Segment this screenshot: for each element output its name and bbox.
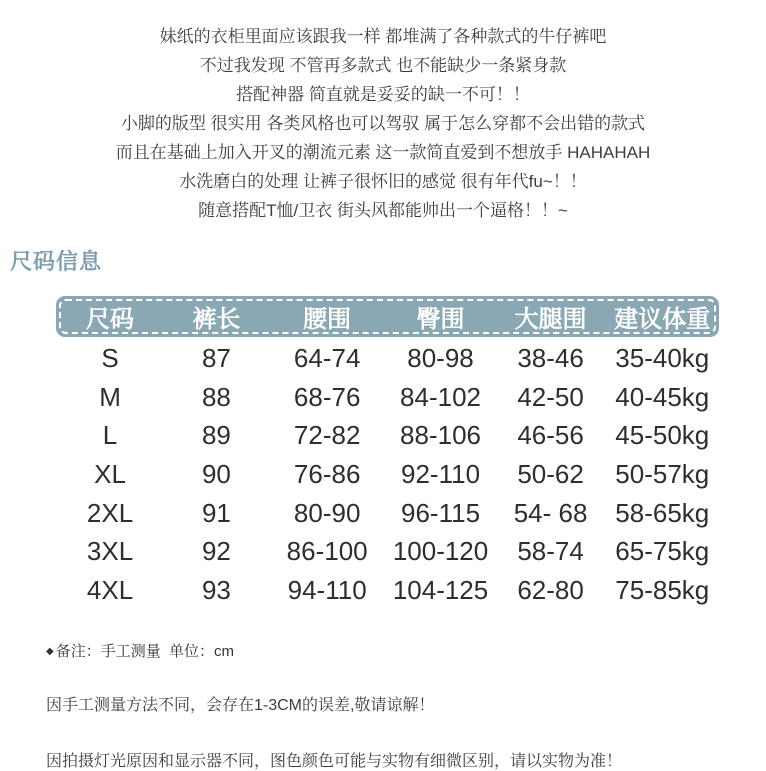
cell-pant-length: 87 (201, 342, 231, 373)
cell-pant-length: 92 (201, 536, 231, 567)
cell-waist: 72-82 (293, 420, 361, 451)
cell-waist: 68-76 (293, 381, 361, 412)
intro-line: 随意搭配T恤/卫衣 街头风都能帅出一个逼格！！~ (198, 201, 568, 220)
table-row (56, 571, 719, 610)
col-header-pant-length: 裤长 (192, 306, 241, 333)
cell-hip: 104-125 (392, 574, 489, 605)
cell-weight: 75-85kg (615, 574, 710, 605)
size-info-heading: 尺码信息 (10, 249, 103, 274)
table-header-row (56, 296, 719, 337)
cell-thigh: 58-74 (517, 536, 584, 567)
col-header-suggested-weight: 建议体重 (614, 306, 711, 333)
cell-size: XL (94, 458, 126, 489)
table-row (56, 532, 719, 571)
intro-line: 不过我发现 不管再多款式 也不能缺少一条紧身款 (199, 56, 567, 75)
cell-weight: 40-45kg (615, 381, 710, 412)
cell-waist: 64-74 (293, 342, 361, 373)
cell-size: L (102, 420, 118, 451)
col-header-size: 尺码 (86, 306, 135, 333)
cell-waist: 94-110 (287, 574, 367, 605)
cell-hip: 88-106 (400, 420, 481, 451)
measurement-remark (46, 640, 766, 661)
product-description (0, 0, 766, 225)
cell-pant-length: 88 (201, 381, 231, 412)
cell-hip: 92-110 (401, 458, 481, 489)
cell-hip: 96-115 (401, 497, 481, 528)
col-header-thigh: 大腿围 (514, 306, 587, 333)
cell-thigh: 62-80 (517, 574, 584, 605)
cell-waist: 76-86 (293, 458, 361, 489)
table-body (56, 337, 719, 610)
cell-waist: 86-100 (286, 536, 368, 567)
cell-size: 2XL (86, 497, 134, 528)
cell-pant-length: 89 (201, 420, 231, 451)
intro-line: 搭配神器 简直就是妥妥的缺一不可！！ (236, 85, 530, 104)
table-row (56, 455, 719, 494)
footnote-measurement-tolerance: 因手工测量方法不同，会存在1-3CM的误差,敬请谅解！ (46, 696, 435, 714)
cell-pant-length: 93 (201, 574, 231, 605)
cell-thigh: 54- 68 (513, 497, 588, 528)
cell-size: 4XL (86, 574, 134, 605)
intro-line: 水洗磨白的处理 让裤子很怀旧的感觉 很有年代fu~！！ (179, 172, 587, 191)
table-row (56, 339, 719, 378)
col-header-hip: 臀围 (416, 306, 465, 333)
cell-size: 3XL (86, 536, 134, 567)
col-header-waist: 腰围 (303, 306, 352, 333)
cell-weight: 35-40kg (615, 342, 710, 373)
table-row (56, 494, 719, 533)
cell-waist: 80-90 (293, 497, 361, 528)
cell-thigh: 38-46 (517, 342, 584, 373)
cell-hip: 84-102 (400, 381, 481, 412)
table-row (56, 378, 719, 417)
footnote-color-difference: 因拍摄灯光原因和显示器不同，图色颜色可能与实物有细微区别，请以实物为准！ (46, 752, 623, 770)
cell-pant-length: 90 (201, 458, 231, 489)
table-row (56, 416, 719, 455)
cell-thigh: 42-50 (517, 381, 584, 412)
cell-weight: 45-50kg (615, 420, 710, 451)
cell-weight: 50-57kg (615, 458, 710, 489)
cell-size: S (101, 342, 119, 373)
cell-hip: 100-120 (392, 536, 489, 567)
cell-size: M (99, 381, 121, 412)
diamond-bullet-icon: ◆ (46, 645, 54, 657)
remark-text: 备注：手工测量 单位：cm (55, 642, 235, 660)
cell-weight: 58-65kg (615, 497, 710, 528)
cell-hip: 80-98 (407, 342, 474, 373)
intro-line: 妹纸的衣柜里面应该跟我一样 都堆满了各种款式的牛仔裤吧 (159, 27, 607, 46)
cell-weight: 65-75kg (615, 536, 710, 567)
cell-pant-length: 91 (201, 497, 231, 528)
intro-line: 小脚的版型 很实用 各类风格也可以驾驭 属于怎么穿都不会出错的款式 (120, 114, 646, 133)
cell-thigh: 46-56 (517, 420, 584, 451)
intro-line: 而且在基础上加入开叉的潮流元素 这一款简直爱到不想放手 HAHAHAH (115, 143, 651, 162)
size-table (56, 296, 719, 610)
cell-thigh: 50-62 (517, 458, 584, 489)
